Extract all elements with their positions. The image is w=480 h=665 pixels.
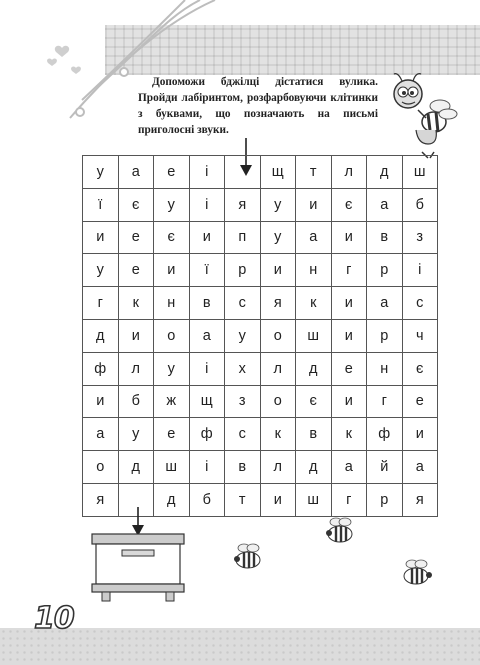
maze-cell[interactable]: р [367, 254, 403, 287]
maze-cell[interactable]: а [402, 451, 438, 484]
maze-cell[interactable]: щ [189, 385, 225, 418]
maze-cell[interactable]: д [154, 483, 190, 516]
maze-cell[interactable]: г [367, 385, 403, 418]
maze-cell[interactable]: у [154, 188, 190, 221]
maze-cell[interactable]: я [225, 188, 261, 221]
maze-cell[interactable]: г [331, 483, 367, 516]
maze-cell[interactable]: х [225, 352, 261, 385]
maze-cell[interactable]: р [367, 483, 403, 516]
maze-cell[interactable]: у [83, 254, 119, 287]
maze-row [83, 319, 438, 352]
maze-cell[interactable]: н [296, 254, 332, 287]
maze-cell[interactable]: е [331, 352, 367, 385]
maze-cell[interactable]: о [260, 319, 296, 352]
maze-cell[interactable]: і [189, 451, 225, 484]
maze-cell[interactable]: я [83, 483, 119, 516]
maze-cell[interactable]: т [225, 483, 261, 516]
maze-cell[interactable]: і [402, 254, 438, 287]
maze-cell[interactable]: л [260, 451, 296, 484]
maze-cell[interactable]: е [154, 156, 190, 189]
maze-cell[interactable]: г [83, 287, 119, 320]
maze-cell[interactable]: т [296, 156, 332, 189]
maze-cell[interactable]: и [331, 287, 367, 320]
maze-cell[interactable]: у [118, 418, 154, 451]
maze-cell[interactable]: а [367, 188, 403, 221]
maze-cell[interactable]: д [118, 451, 154, 484]
maze-cell[interactable]: и [189, 221, 225, 254]
maze-cell[interactable]: у [225, 319, 261, 352]
maze-cell[interactable]: к [260, 418, 296, 451]
maze-cell[interactable] [225, 156, 261, 189]
maze-cell[interactable]: и [331, 385, 367, 418]
maze-cell[interactable]: ф [83, 352, 119, 385]
maze-cell[interactable]: а [189, 319, 225, 352]
maze-cell[interactable]: н [154, 287, 190, 320]
task-instruction: Допоможи бджілці дістатися вулика. Пройди лабіринтом, розфарбовуючи клітинки з буквами, що позначають на письмі приголосні звуки. [138, 76, 378, 136]
maze-cell[interactable]: и [402, 418, 438, 451]
maze-cell[interactable]: щ [260, 156, 296, 189]
maze-cell[interactable]: і [189, 188, 225, 221]
maze-cell[interactable]: і [189, 352, 225, 385]
maze-cell[interactable]: а [331, 451, 367, 484]
maze-cell[interactable]: и [331, 221, 367, 254]
maze-cell[interactable]: к [331, 418, 367, 451]
maze-cell[interactable]: и [118, 319, 154, 352]
maze-cell[interactable]: а [83, 418, 119, 451]
maze-cell[interactable]: п [225, 221, 261, 254]
maze-cell[interactable]: н [367, 352, 403, 385]
maze-cell[interactable]: с [402, 287, 438, 320]
maze-cell[interactable]: и [296, 188, 332, 221]
maze-row [83, 254, 438, 287]
maze-cell[interactable]: ш [296, 483, 332, 516]
maze-row [83, 156, 438, 189]
maze-cell[interactable]: д [367, 156, 403, 189]
maze-cell[interactable]: є [402, 352, 438, 385]
maze-cell[interactable]: и [83, 221, 119, 254]
maze-cell[interactable]: є [154, 221, 190, 254]
maze-cell[interactable]: и [331, 319, 367, 352]
maze-cell[interactable]: р [225, 254, 261, 287]
maze-cell[interactable]: д [296, 451, 332, 484]
maze-cell[interactable]: д [83, 319, 119, 352]
maze-cell[interactable]: і [189, 156, 225, 189]
bee-icon [400, 558, 434, 588]
maze-cell[interactable]: ш [402, 156, 438, 189]
maze-cell[interactable]: й [367, 451, 403, 484]
maze-row [83, 221, 438, 254]
maze-cell[interactable]: б [118, 385, 154, 418]
maze-cell[interactable]: у [260, 188, 296, 221]
maze-cell[interactable]: є [118, 188, 154, 221]
maze-cell[interactable]: ї [189, 254, 225, 287]
bee-icon [324, 516, 358, 546]
bee-character-icon [388, 72, 460, 162]
maze-row [83, 287, 438, 320]
maze-cell[interactable]: к [118, 287, 154, 320]
maze-cell[interactable]: в [296, 418, 332, 451]
maze-cell[interactable]: и [154, 254, 190, 287]
maze-cell[interactable]: є [331, 188, 367, 221]
maze-cell[interactable]: ф [367, 418, 403, 451]
bee-icon [232, 542, 266, 572]
maze-row [83, 451, 438, 484]
maze-cell[interactable]: г [331, 254, 367, 287]
maze-cell[interactable]: и [83, 385, 119, 418]
maze-cell[interactable]: ш [296, 319, 332, 352]
maze-cell[interactable]: о [154, 319, 190, 352]
maze-cell[interactable]: ф [189, 418, 225, 451]
maze-cell[interactable]: ж [154, 385, 190, 418]
maze-cell[interactable]: я [402, 483, 438, 516]
maze-cell[interactable]: к [296, 287, 332, 320]
maze-cell[interactable]: в [189, 287, 225, 320]
maze-cell[interactable]: д [296, 352, 332, 385]
maze-cell[interactable]: л [118, 352, 154, 385]
maze-cell[interactable]: а [367, 287, 403, 320]
maze-cell[interactable]: б [189, 483, 225, 516]
beehive-icon [88, 530, 188, 602]
maze-cell[interactable]: с [225, 287, 261, 320]
maze-cell[interactable]: я [260, 287, 296, 320]
maze-grid [82, 155, 438, 517]
maze-row [83, 188, 438, 221]
maze-cell[interactable]: а [118, 156, 154, 189]
maze-cell[interactable]: з [225, 385, 261, 418]
maze-cell[interactable]: р [367, 319, 403, 352]
maze-cell[interactable]: о [83, 451, 119, 484]
maze-cell[interactable]: в [225, 451, 261, 484]
maze-cell[interactable]: л [260, 352, 296, 385]
maze-cell[interactable]: б [402, 188, 438, 221]
maze-cell[interactable]: е [402, 385, 438, 418]
maze-cell[interactable]: в [367, 221, 403, 254]
maze-cell[interactable]: ч [402, 319, 438, 352]
maze-cell[interactable]: є [296, 385, 332, 418]
maze-cell[interactable]: е [154, 418, 190, 451]
maze-row [83, 352, 438, 385]
maze-cell[interactable]: л [331, 156, 367, 189]
maze-cell[interactable]: с [225, 418, 261, 451]
maze-cell[interactable]: е [118, 221, 154, 254]
maze-row [83, 418, 438, 451]
maze-cell[interactable]: з [402, 221, 438, 254]
maze-cell[interactable]: о [260, 385, 296, 418]
maze-cell[interactable]: ш [154, 451, 190, 484]
maze-cell[interactable]: у [154, 352, 190, 385]
maze-cell[interactable]: е [118, 254, 154, 287]
maze-cell[interactable]: и [260, 254, 296, 287]
maze-cell[interactable]: у [260, 221, 296, 254]
maze-cell[interactable]: а [296, 221, 332, 254]
page-number: 10 [34, 601, 74, 636]
maze-cell[interactable]: ї [83, 188, 119, 221]
maze-cell[interactable]: у [83, 156, 119, 189]
maze-row [83, 385, 438, 418]
maze-cell[interactable]: и [260, 483, 296, 516]
